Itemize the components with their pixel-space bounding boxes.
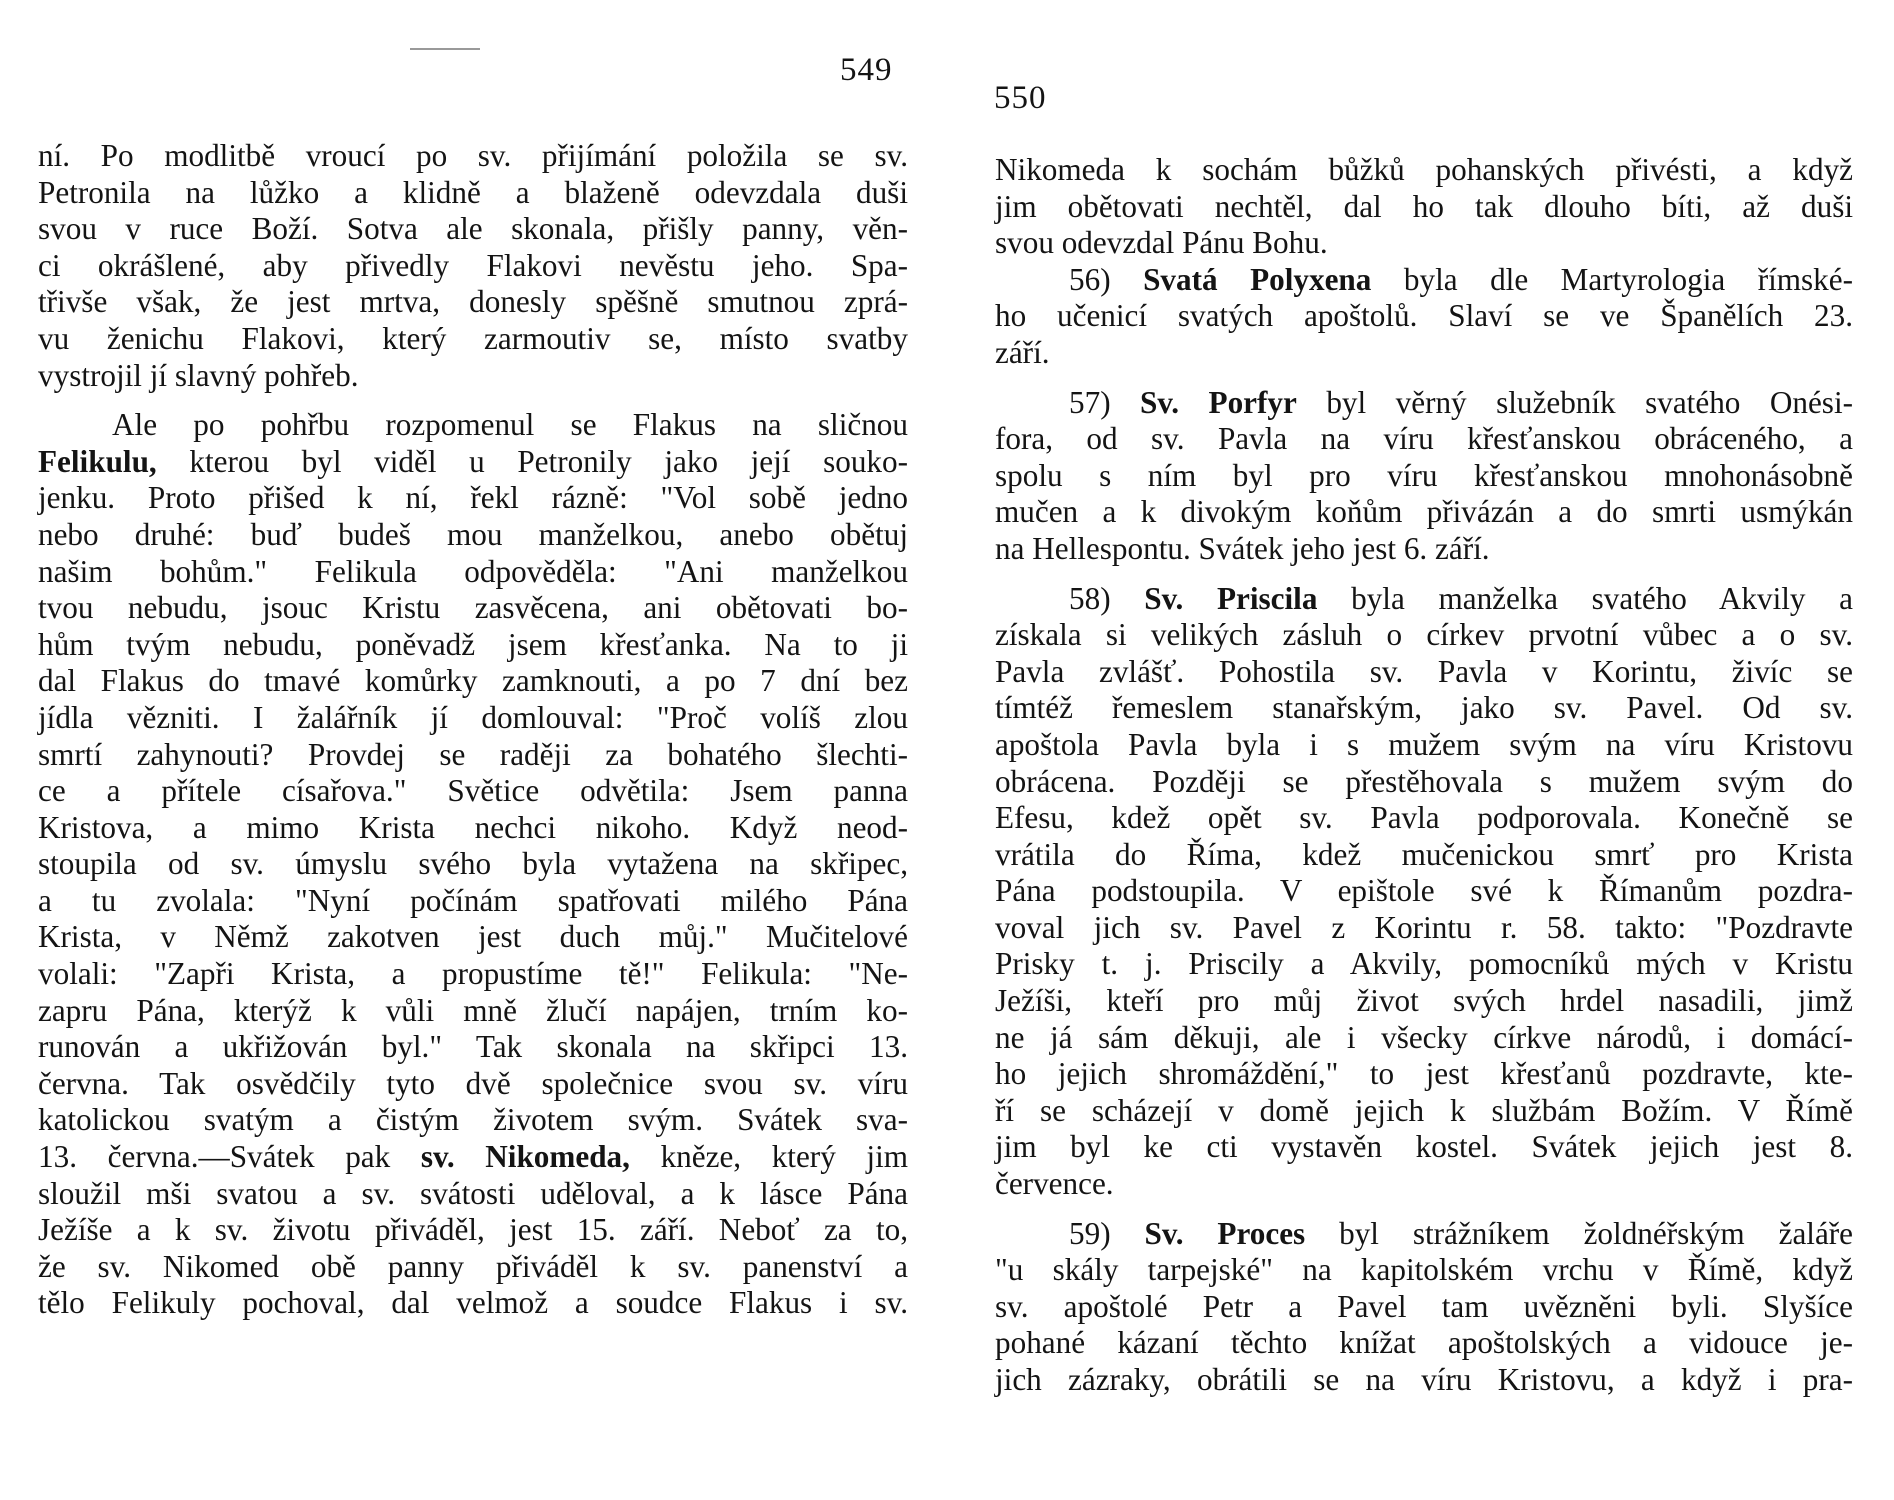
text-line: sv. apoštolé Petr a Pavel tam uvězněni byli. Slyšíce: [995, 1288, 1853, 1324]
text-line: fora, od sv. Pavla na víru křesťanskou obráceného, a: [995, 421, 1853, 457]
text-line: voval jich sv. Pavel z Korintu r. 58. takto: "Pozdravte: [995, 909, 1853, 945]
text-line: září.: [995, 334, 1050, 370]
text-line: Nikomeda k sochám bůžků pohanských přivésti, a když: [995, 152, 1853, 187]
saint-name: Sv. Priscila: [1144, 580, 1318, 616]
text-line: svou v ruce Boží. Sotva ale skonala, přišly panny, věn-: [38, 211, 908, 247]
text-line: vu ženichu Flakovi, který zarmoutiv se, místo svatby: [38, 320, 908, 356]
text-line: Ale po pohřbu rozpomenul se Flakus na sličnou: [112, 407, 908, 443]
text-line: zapru Pána, kterýž k vůli mně žlučí napájen, trním ko-: [38, 992, 908, 1028]
text-line: ne já sám děkuji, ale i všecky církve národů, i domácí-: [995, 1019, 1853, 1055]
text-line: ho jejich shromáždění," to jest křesťanů pozdravte, kte-: [995, 1056, 1853, 1092]
text-line: spolu s ním byl pro víru křesťanskou mnohonásobně: [995, 457, 1853, 493]
text-line: Efesu, kdež opět sv. Pavla podporovala. Konečně se: [995, 800, 1853, 836]
text-line: Prisky t. j. Priscily a Akvily, pomocníků mých v Kristu: [995, 946, 1853, 982]
page-number-left: 549: [840, 52, 893, 88]
text-line: ho učenicí svatých apoštolů. Slaví se ve Španělích 23.: [995, 298, 1853, 334]
saint-name: Svatá Polyxena: [1143, 261, 1372, 297]
text-line: mučen a k divokým koňům přivázán a do smrti usmýkán: [995, 494, 1853, 530]
right-page-text: [995, 152, 1853, 1399]
left-page-text: [38, 138, 908, 1322]
page-number-right: 550: [994, 80, 1047, 116]
text-line: našim bohům." Felikula odpověděla: "Ani manželkou: [38, 553, 908, 589]
text-line: hům tvým nebudu, poněvadž jsem křesťanka. Na to ji: [38, 626, 908, 662]
text-line: volali: "Zapři Krista, a propustíme tě!" Felikula: "Ne-: [38, 956, 908, 992]
text-line: třivše však, že jest mrtva, donesly spěšně smutnou zprá-: [38, 284, 908, 320]
text-line: jenku. Proto přišed k ní, řekl rázně: "Vol sobě jedno: [38, 480, 908, 516]
text-line: ří se scházejí v domě jejich k službám Božím. V Římě: [995, 1092, 1853, 1128]
entry-58-heading: 58) Sv. Priscila byla manželka svatého Akvily a: [1069, 580, 1854, 616]
text-line: Ježíši, kteří pro můj život svých hrdel nasadili, jimž: [995, 983, 1853, 1019]
entry-56-heading: 56) Svatá Polyxena byla dle Martyrologia římské-: [1069, 261, 1853, 297]
text-line: smrtí zahynouti? Provdej se raději za bohatého šlechti-: [38, 736, 908, 772]
text-line: a tu zvolala: "Nyní počínám spatřovati milého Pána: [38, 882, 908, 918]
text-line: 13. června.—Svátek pak sv. Nikomeda, kněze, který jim: [38, 1139, 908, 1175]
text-line: pohané kázaní těchto knížat apoštolských a vidouce je-: [995, 1325, 1853, 1361]
text-line: stoupila od sv. úmyslu svého byla vytažena na skřipec,: [38, 846, 908, 882]
text-line: že sv. Nikomed obě panny přiváděl k sv. panenství a: [38, 1248, 908, 1284]
text-line: tvou nebudu, jsouc Kristu zasvěcena, ani obětovati bo-: [38, 590, 908, 626]
text-line: vystrojil jí slavný pohřeb.: [38, 357, 359, 393]
text-line: jich zázraky, obrátili se na víru Kristovu, a když i pra-: [995, 1362, 1853, 1397]
text-line: tímtéž řemeslem stanařským, jako sv. Pavel. Od sv.: [995, 690, 1853, 726]
text-line: získala si velikých zásluh o církev prvotní vůbec a o sv.: [995, 617, 1853, 653]
text-line: sloužil mši svatou a sv. svátosti uděloval, a k lásce Pána: [38, 1175, 908, 1211]
text-line: ní. Po modlitbě vroucí po sv. přijímání položila se sv.: [38, 138, 908, 173]
text-line: Pavla zvlášť. Pohostila sv. Pavla v Korintu, živíc se: [995, 653, 1853, 689]
text-line: svou odevzdal Pánu Bohu.: [995, 225, 1328, 261]
text-line: Ježíše a k sv. životu přiváděl, jest 15. září. Neboť za to,: [38, 1212, 908, 1248]
text-line: července.: [995, 1166, 1114, 1202]
text-line: jídla vězniti. I žalářník jí domlouval: "Proč volíš zlou: [38, 699, 908, 735]
text-line: Pána podstoupila. V epištole své k Římanům pozdra-: [995, 873, 1853, 909]
saint-name: Sv. Proces: [1144, 1215, 1306, 1251]
text-line: nebo druhé: buď budeš mou manželkou, anebo obětuj: [38, 516, 908, 552]
bold-name: Felikulu,: [38, 443, 157, 479]
text-line: Kristova, a mimo Krista nechci nikoho. Když neod-: [38, 809, 908, 845]
text-line: tělo Felikuly pochoval, dal velmož a soudce Flakus i sv.: [38, 1285, 908, 1321]
text-line: vrátila do Říma, kdež mučenickou smrť pro Krista: [995, 836, 1853, 872]
text-line: dal Flakus do tmavé komůrky zamknouti, a po 7 dní bez: [38, 663, 908, 699]
bold-name: sv. Nikomeda,: [420, 1139, 630, 1175]
text-line: obrácena. Později se přestěhovala s mužem svým do: [995, 763, 1853, 799]
text-line: na Hellespontu. Svátek jeho jest 6. září.: [995, 530, 1490, 566]
text-line: Petronila na lůžko a klidně a blaženě odevzdala duši: [38, 174, 908, 210]
text-line: Krista, v Němž zakotven jest duch můj." Mučitelové: [38, 919, 908, 955]
saint-name: Sv. Porfyr: [1140, 384, 1297, 420]
text-line: jim byl ke cti vystavěn kostel. Svátek jejich jest 8.: [995, 1129, 1853, 1165]
text-line: jim obětovati nechtěl, dal ho tak dlouho bíti, až duši: [995, 188, 1853, 224]
text-line: katolickou svatým a čistým životem svým. Svátek sva-: [38, 1102, 908, 1138]
entry-57-heading: 57) Sv. Porfyr byl věrný služebník svatého Onési-: [1069, 384, 1853, 420]
text-line: ci okrášlené, aby přivedly Flakovi nevěstu jeho. Spa-: [38, 247, 908, 283]
text-line: "u skály tarpejské" na kapitolském vrchu v Římě, když: [995, 1252, 1853, 1288]
scan-mark: [410, 48, 480, 50]
text-line: apoštola Pavla byla i s mužem svým na víru Kristovu: [995, 726, 1853, 762]
entry-59-heading: 59) Sv. Proces byl strážníkem žoldnéřským žaláře: [1069, 1215, 1854, 1251]
text-line: runován a ukřižován byl." Tak skonala na skřipci 13.: [38, 1029, 908, 1065]
text-line: června. Tak osvědčily tyto dvě společnice svou sv. víru: [38, 1065, 908, 1101]
text-line: Felikulu, kterou byl viděl u Petronily jako její souko-: [38, 443, 908, 479]
text-line: ce a přítele císařova." Světice odvětila: Jsem panna: [38, 773, 908, 809]
